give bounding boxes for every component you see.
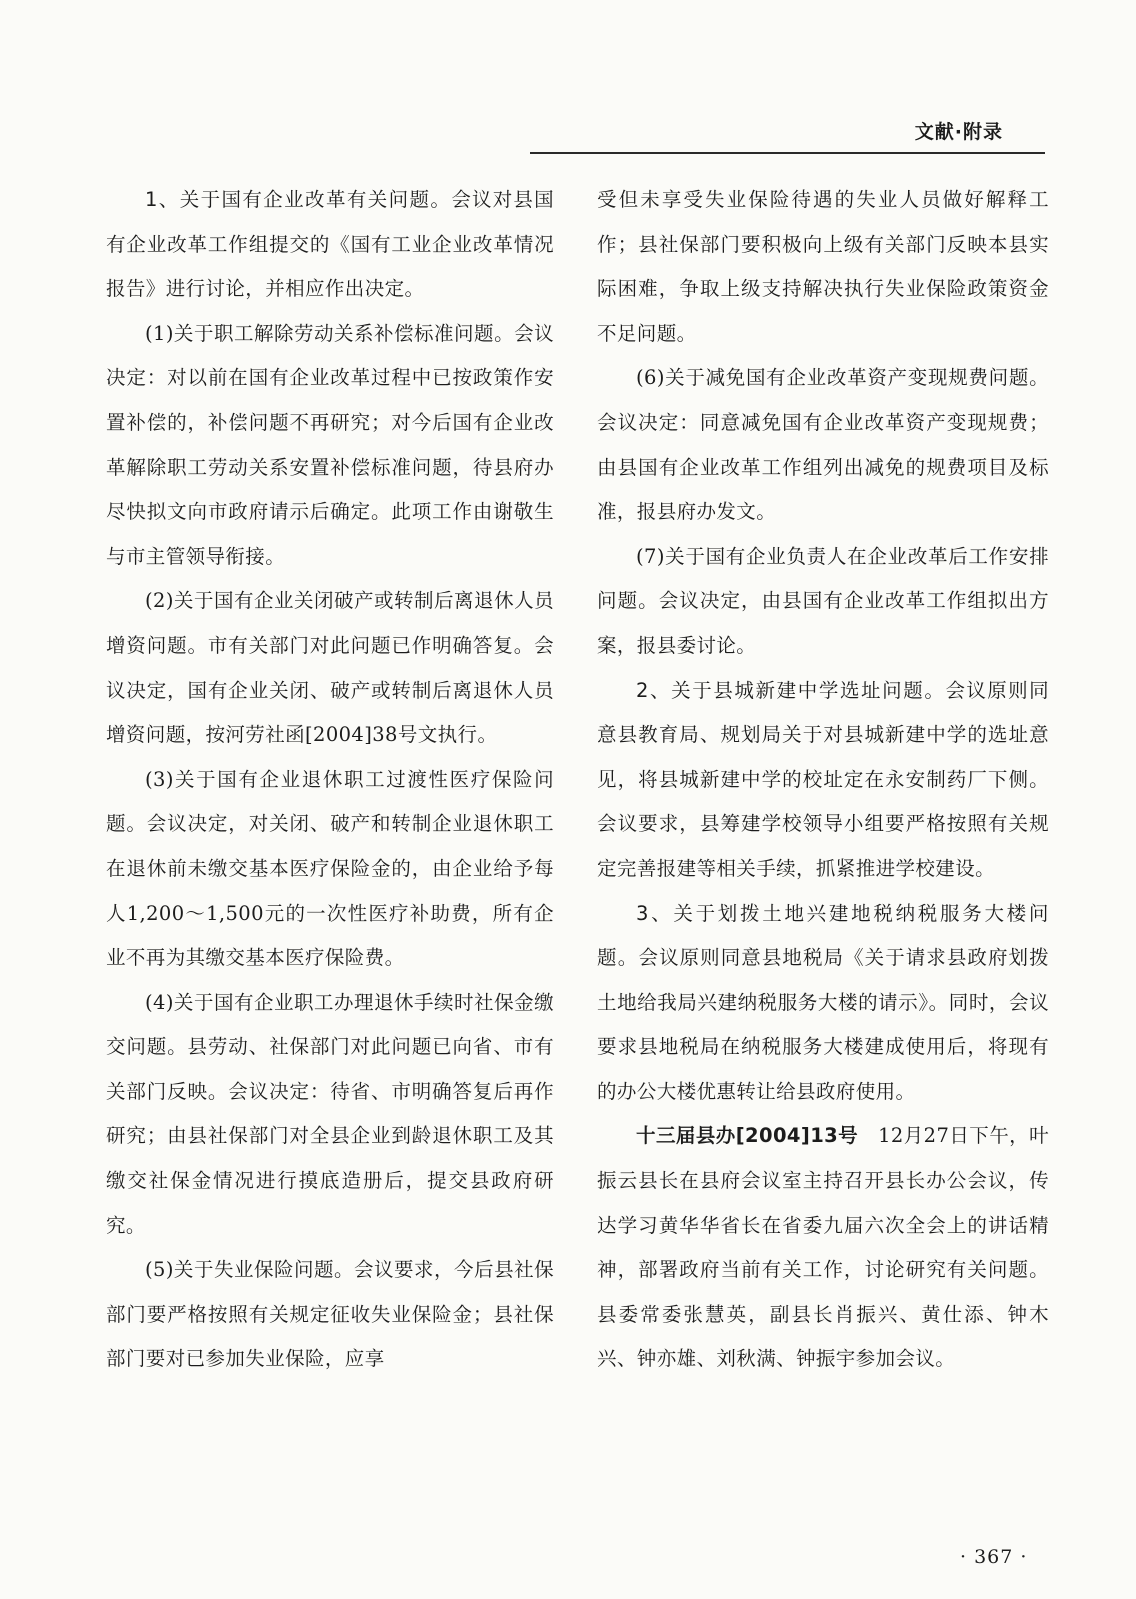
paragraph-manager-placement: (7)关于国有企业负责人在企业改革后工作安排问题。会议决定，由县国有企业改革工作组拟出方案，报县委讨论。 xyxy=(597,544,1049,657)
paragraph-compensation: (1)关于职工解除劳动关系补偿标准问题。会议决定：对以前在国有企业改革过程中已按政策作安置补偿的，补偿问题不再研究；对今后国有企业改革解除职工劳动关系安置补偿标准问题，待县府办尽快拟文向市政府请示后确定。此项工作由谢敬生与市主管领导衔接。 xyxy=(106,321,554,568)
section-title: 文献·附录 xyxy=(914,121,1003,143)
right-column xyxy=(597,178,1049,1382)
paragraph-unemployment: (5)关于失业保险问题。会议要求，今后县社保部门要严格按照有关规定征收失业保险金；县社保部门要对已参加失业保险，应享 xyxy=(106,1258,554,1371)
paragraph-meeting-record xyxy=(597,1114,1049,1382)
paragraph-unemployment-cont: 受但未享受失业保险待遇的失业人员做好解释工作；县社保部门要积极向上级有关部门反映本县实际困难，争取上级支持解决执行失业保险政策资金不足问题。 xyxy=(597,188,1049,345)
paragraph-social-security: (4)关于国有企业职工办理退休手续时社保金缴交问题。县劳动、社保部门对此问题已向省、市有关部门反映。会议决定：待省、市明确答复后再作研究；由县社保部门对全县企业到龄退休职工及其缴交社保金情况进行摸底造册后，提交县政府研究。 xyxy=(106,990,554,1237)
paragraph-retiree-raise: (2)关于国有企业关闭破产或转制后离退休人员增资问题。市有关部门对此问题已作明确答复。会议决定，国有企业关闭、破产或转制后离退休人员增资问题，按河劳社函[2004]38号文执行。 xyxy=(106,589,554,747)
paragraph-text: 会议对县国有企业改革工作组提交的《国有工业企业改革情况报告》进行讨论，并相应作出决定。 xyxy=(106,188,554,301)
paragraph-text: 会议原则同意县教育局、规划局关于对县城新建中学的选址意见，将县城新建中学的校址定在永安制药厂下侧。会议要求，县筹建学校领导小组要严格按照有关规定完善报建等相关手续，抓紧推进学校建设。 xyxy=(597,678,1049,880)
paragraph-text: 会议原则同意县地税局《关于请求县政府划拨土地给我局兴建纳税服务大楼的请示》。同时，会议要求县地税局在纳税服务大楼建成使用后，将现有的办公大楼优惠转让给县政府使用。 xyxy=(597,946,1049,1103)
paragraph-text: 12月27日下午，叶振云县长在县府会议室主持召开县长办公会议，传达学习黄华华省长在省委九届六次全会上的讲话精神，部署政府当前有关工作，讨论研究有关问题。县委常委张慧英，副县长肖振兴、黄仕添、钟木兴、钟亦雄、刘秋满、钟振宇参加会议。 xyxy=(597,1124,1049,1371)
paragraph-enterprise-reform xyxy=(106,178,554,312)
item-heading: 3、关于划拨土地兴建地税纳税服务大楼问题。 xyxy=(597,901,1049,970)
paragraph-fee-waiver: (6)关于减免国有企业改革资产变现规费问题。会议决定：同意减免国有企业改革资产变现规费；由县国有企业改革工作组列出减免的规费项目及标准，报县府办发文。 xyxy=(597,366,1049,524)
document-number: 十三届县办[2004]13号 xyxy=(636,1124,859,1148)
page-number: · 367 · xyxy=(960,1546,1028,1568)
item-heading: 1、关于国有企业改革有关问题。 xyxy=(145,188,452,211)
paragraph-tax-building xyxy=(597,892,1049,1115)
left-column xyxy=(106,178,554,1382)
page-header xyxy=(530,112,1045,154)
item-heading: 2、关于县城新建中学选址问题。 xyxy=(636,678,946,702)
paragraph-medical-insurance: (3)关于国有企业退休职工过渡性医疗保险问题。会议决定，对关闭、破产和转制企业退休职工在退休前未缴交基本医疗保险金的，由企业给予每人1,200～1,500元的一次性医疗补助费，所有企业不再为其缴交基本医疗保险费。 xyxy=(106,767,554,970)
paragraph-school-site xyxy=(597,669,1049,892)
